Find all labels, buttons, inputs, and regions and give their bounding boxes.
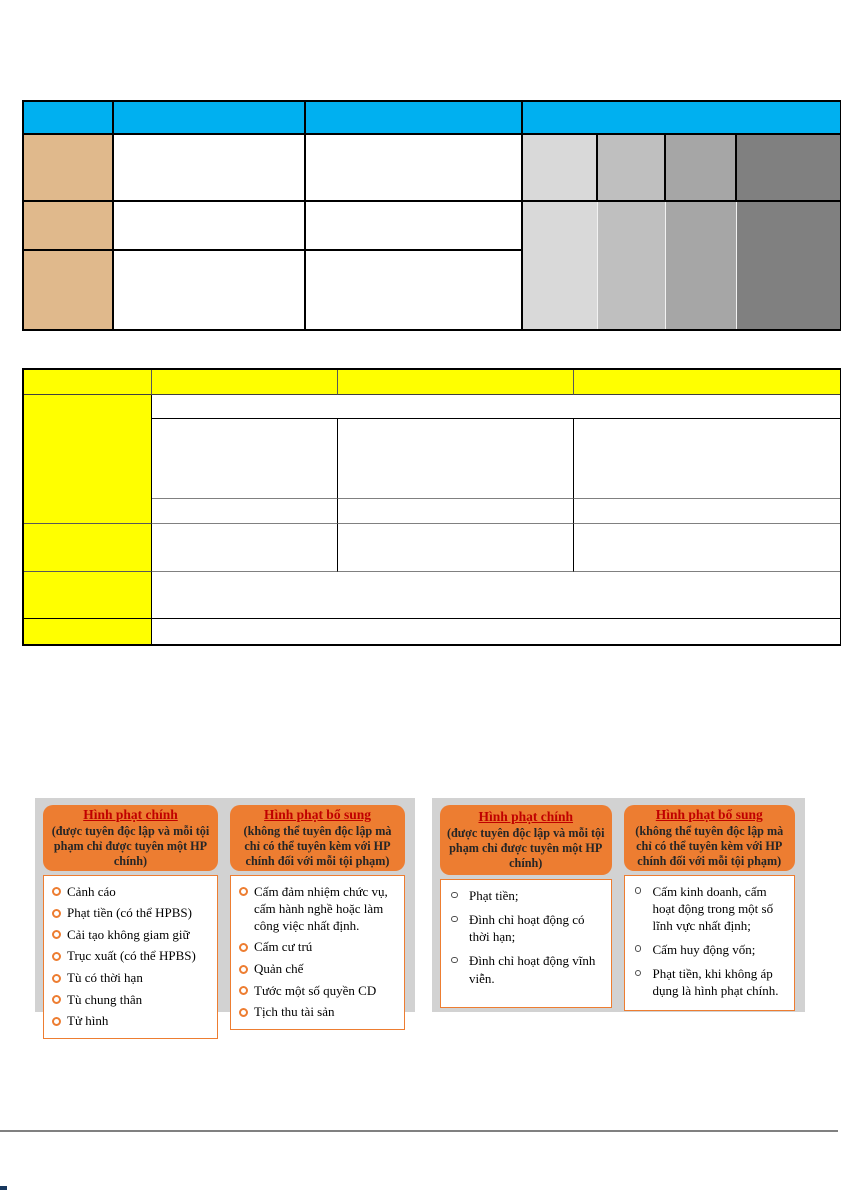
penalty-list-box (230, 875, 405, 1031)
penalty-header-additional (230, 805, 405, 871)
table2-body-cell (152, 499, 338, 524)
table1-body-cell (306, 251, 523, 329)
table1-header-cell (523, 102, 840, 135)
penalty-list-item: Phạt tiền (có thể HPBS) (50, 904, 213, 921)
penalty-list-item: Quản chế (237, 960, 400, 977)
penalty-list-item: Đình chỉ hoạt động có thời hạn; (447, 911, 607, 945)
penalty-subtitle: (không thể tuyên độc lập mà chỉ có thể tuyên kèm với HP chính đối với mỗi tội phạm) (635, 823, 784, 868)
penalty-header-additional (624, 805, 796, 871)
table1-body-cell (306, 202, 523, 251)
penalty-list (631, 883, 791, 1000)
penalty-list-item: Trục xuất (có thể HPBS) (50, 947, 213, 964)
penalty-list-item: Tử hình (50, 1012, 213, 1029)
footer-divider-line (0, 1130, 838, 1132)
penalty-list-item: Cấm huy động vốn; (631, 941, 791, 958)
table1-gray-cell (598, 135, 666, 202)
penalty-list-item: Phạt tiền, khi không áp dụng là hình phạt chính. (631, 965, 791, 999)
table2-body-cell (338, 419, 574, 499)
penalty-subtitle: (được tuyên độc lập và mỗi tội phạm chỉ được tuyên một HP chính) (51, 823, 210, 868)
table1-header-cell (24, 102, 114, 135)
table1-body-cell (306, 135, 523, 202)
table2-body-cell (574, 524, 840, 572)
penalty-panel-individuals (35, 798, 415, 1029)
table2-header-cell (152, 370, 338, 395)
table2-body-cell (152, 619, 840, 644)
table2-header-cell (24, 370, 152, 395)
table1-row-label-cell (24, 135, 114, 202)
penalty-list (447, 887, 607, 987)
penalty-list-item: Cấm cư trú (237, 938, 400, 955)
penalty-title: Hình phạt chính (83, 807, 178, 822)
table1-row-label-cell (24, 251, 114, 329)
table1-body-cell (114, 251, 306, 329)
penalty-list-item: Cảnh cáo (50, 883, 213, 900)
top-table (22, 100, 841, 331)
penalty-subtitle: (không thể tuyên độc lập mà chỉ có thể tuyên kèm với HP chính đối với mỗi tội phạm) (243, 823, 392, 868)
table2-body-cell (338, 524, 574, 572)
bottom-corner-mark (0, 1186, 7, 1190)
table1-row-label-cell (24, 202, 114, 251)
table2-header-cell (338, 370, 574, 395)
table2-body-cell (152, 395, 840, 419)
table2-header-cell (574, 370, 840, 395)
penalty-list (50, 883, 213, 1030)
penalty-list-item: Cấm kinh doanh, cấm hoạt động trong một số lĩnh vực nhất định; (631, 883, 791, 934)
table2-row-label-cell (24, 572, 152, 619)
table2-body-cell (152, 572, 840, 619)
table1-gray-merged-cell (666, 202, 737, 329)
table1-gray-cell (523, 135, 598, 202)
penalty-column (440, 805, 612, 1008)
penalty-header-main (440, 805, 612, 875)
table2-row-label-cell (24, 619, 152, 644)
penalty-list (237, 883, 400, 1021)
table1-gray-cell (666, 135, 737, 202)
penalty-title: Hình phạt chính (478, 809, 574, 825)
table1-gray-cell (737, 135, 840, 202)
penalty-header-main (43, 805, 218, 871)
penalty-title: Hình phạt bổ sung (655, 807, 763, 822)
table1-body-cell (114, 202, 306, 251)
penalty-list-box (43, 875, 218, 1040)
table2-body-cell (338, 499, 574, 524)
table1-body-cell (114, 135, 306, 202)
table1-header-cell (114, 102, 306, 135)
penalty-title: Hình phạt bổ sung (264, 807, 371, 822)
table1-gray-merged-cell (598, 202, 666, 329)
penalty-list-item: Cải tạo không giam giữ (50, 926, 213, 943)
penalty-panel-corporates (432, 798, 805, 1012)
penalty-list-item: Cấm đảm nhiệm chức vụ, cấm hành nghề hoặc làm công việc nhất định. (237, 883, 400, 934)
middle-table (22, 368, 841, 646)
table2-row-label-cell (24, 524, 152, 572)
penalty-column (624, 805, 796, 1008)
penalty-list-item: Tù chung thân (50, 991, 213, 1008)
penalty-list-box (440, 879, 612, 1008)
penalty-subtitle: (được tuyên độc lập và mỗi tội phạm chỉ được tuyên một HP chính) (446, 826, 605, 870)
penalty-list-box (624, 875, 796, 1012)
table2-row-label-cell (24, 395, 152, 524)
table2-body-cell (152, 419, 338, 499)
penalty-list-item: Tù có thời hạn (50, 969, 213, 986)
table1-gray-merged-cell (737, 202, 840, 329)
penalty-column (230, 805, 405, 1020)
table1-header-cell (306, 102, 523, 135)
penalty-list-item: Tước một số quyền CD (237, 982, 400, 999)
table2-body-cell (574, 419, 840, 499)
table1-gray-merged-cell (523, 202, 598, 329)
penalty-list-item: Tịch thu tài sản (237, 1003, 400, 1020)
penalty-list-item: Phạt tiền; (447, 887, 607, 904)
table2-body-cell (574, 499, 840, 524)
penalty-column (43, 805, 218, 1029)
table2-body-cell (152, 524, 338, 572)
penalty-list-item: Đình chỉ hoạt động vĩnh viễn. (447, 952, 607, 986)
